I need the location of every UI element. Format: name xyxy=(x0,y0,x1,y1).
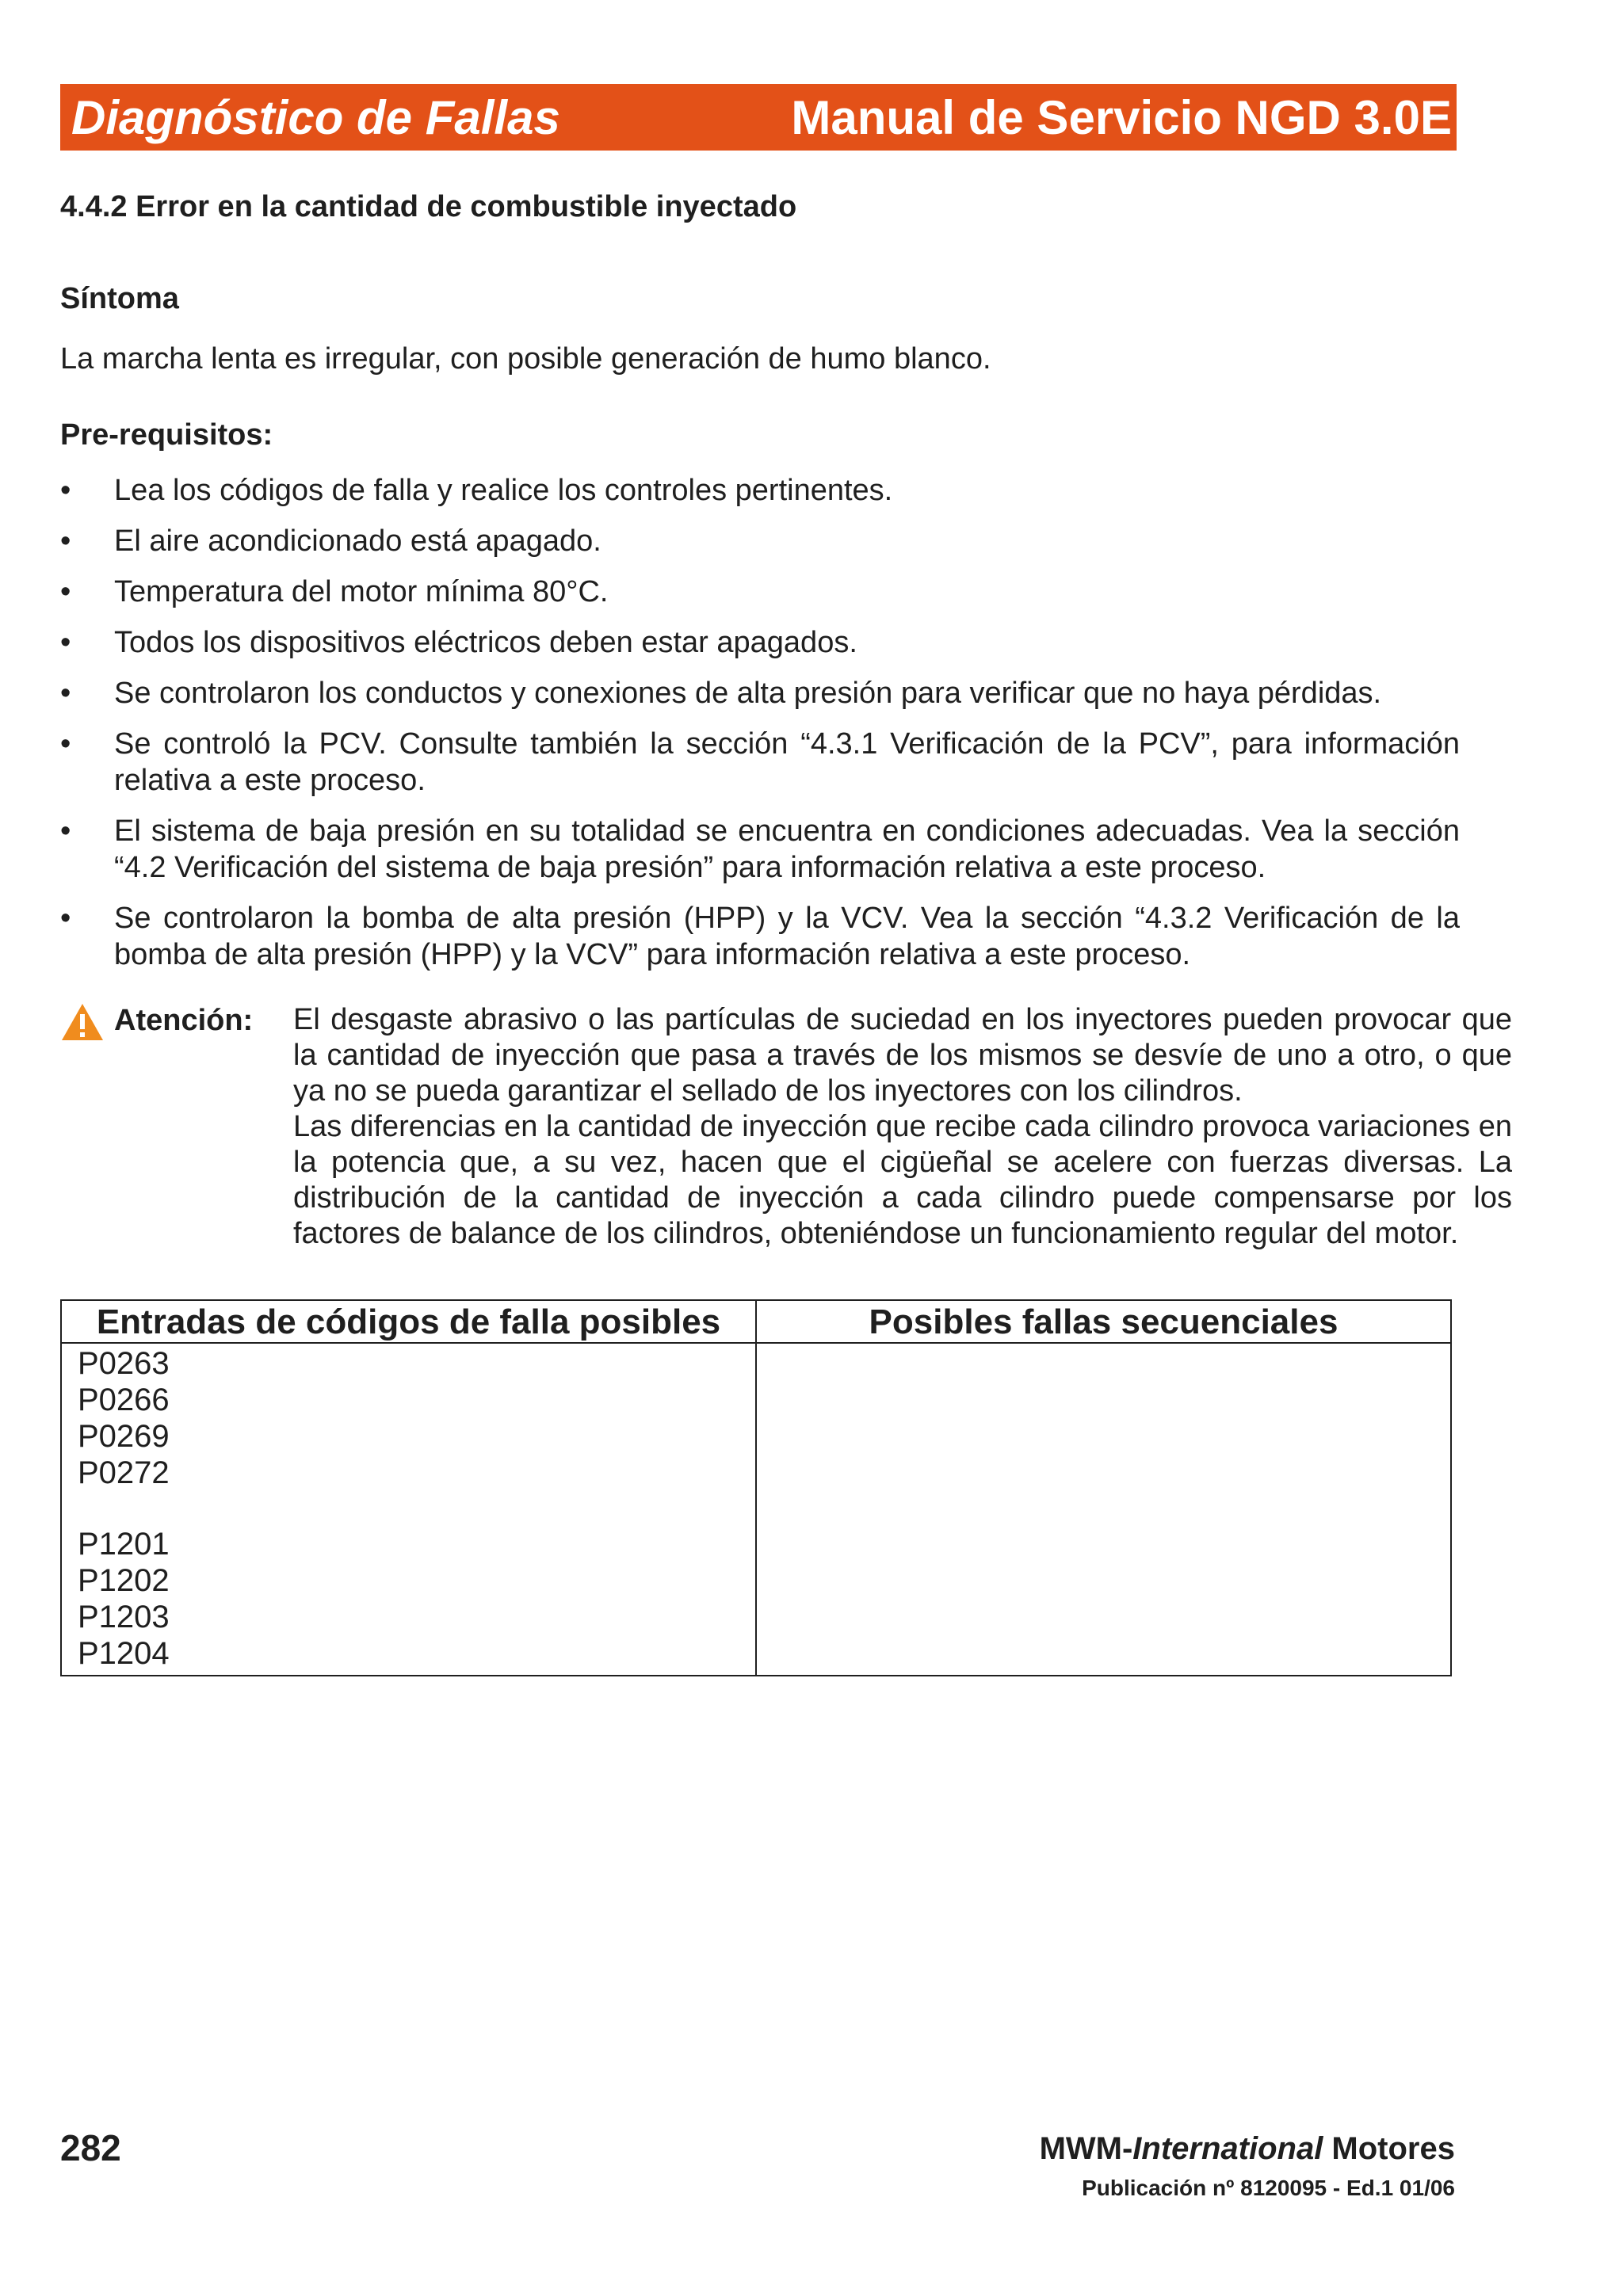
list-item-text: Se controlaron la bomba de alta presión (HPP) y la VCV. Vea la sección “4.3.2 Verificación de la bomba de alta presión (HPP) y la VCV” para información relativa a este proceso. xyxy=(114,902,1460,971)
list-item xyxy=(60,523,1460,559)
fault-code: P0272 xyxy=(78,1455,170,1490)
fault-code-table xyxy=(60,1299,1452,1676)
list-item-text: Todos los dispositivos eléctricos deben estar apagados. xyxy=(114,626,857,659)
symptom-text: La marcha lenta es irregular, con posible generación de humo blanco. xyxy=(60,342,991,376)
list-item xyxy=(60,624,1460,661)
list-item xyxy=(60,472,1460,509)
brand-italic: International xyxy=(1132,2131,1323,2166)
bullet-marker: • xyxy=(60,524,71,558)
list-item-text: El sistema de baja presión en su totalidad se encuentra en condiciones adecuadas. Vea la sección “4.2 Verificación del sistema de baja presión” para información relativa a este proceso. xyxy=(114,814,1460,884)
prerequisites-label: Pre-requisitos: xyxy=(60,418,273,452)
brand-prefix: MWM- xyxy=(1039,2131,1133,2166)
column-header-sequential-faults: Posibles fallas secuenciales xyxy=(756,1300,1451,1343)
warning-triangle-icon xyxy=(60,1002,105,1042)
list-item xyxy=(60,813,1460,886)
bullet-marker: • xyxy=(60,902,71,935)
bullet-marker: • xyxy=(60,474,71,507)
fault-code: P0266 xyxy=(78,1383,170,1417)
bullet-marker: • xyxy=(60,575,71,608)
fault-code: P1203 xyxy=(78,1600,170,1634)
sequential-faults-cell xyxy=(756,1343,1451,1676)
bullet-marker: • xyxy=(60,626,71,659)
footer-brand xyxy=(1040,2131,1455,2167)
prerequisites-list xyxy=(60,472,1460,987)
table-row xyxy=(61,1343,1451,1676)
brand-suffix: Motores xyxy=(1323,2131,1455,2166)
header-bar xyxy=(60,84,1457,151)
attention-text xyxy=(293,1002,1512,1252)
list-item-text: Lea los códigos de falla y realice los controles pertinentes. xyxy=(114,474,893,507)
publication-info: Publicación nº 8120095 - Ed.1 01/06 xyxy=(1082,2176,1455,2200)
list-item-text: El aire acondicionado está apagado. xyxy=(114,524,601,558)
bullet-marker: • xyxy=(60,727,71,761)
header-manual-title: Manual de Servicio NGD 3.0E xyxy=(791,90,1452,144)
attention-label: Atención: xyxy=(114,1004,254,1037)
header-section-title: Diagnóstico de Fallas xyxy=(71,90,560,144)
attention-paragraph: El desgaste abrasivo o las partículas de suciedad en los inyectores pueden provocar que la cantidad de inyección que pasa a través de los mismos se desvíe de uno a otro, o que ya no se pueda garantizar el sellado de los inyectores con los cilindros. xyxy=(293,1003,1512,1108)
section-title: 4.4.2 Error en la cantidad de combustible inyectado xyxy=(60,190,797,223)
fault-code: P0263 xyxy=(78,1346,170,1381)
list-item xyxy=(60,726,1460,799)
fault-code: P0269 xyxy=(78,1419,170,1454)
table-header-row xyxy=(61,1300,1451,1343)
list-item-text: Temperatura del motor mínima 80°C. xyxy=(114,575,609,608)
fault-code: P1201 xyxy=(78,1527,170,1562)
column-header-fault-codes: Entradas de códigos de falla posibles xyxy=(61,1300,756,1343)
list-item-text: Se controlaron los conductos y conexiones de alta presión para verificar que no haya pérdidas. xyxy=(114,677,1382,710)
list-item xyxy=(60,675,1460,711)
fault-code: P1202 xyxy=(78,1563,170,1598)
page-number: 282 xyxy=(60,2127,121,2168)
symptom-label: Síntoma xyxy=(60,282,179,315)
list-item-text: Se controló la PCV. Consulte también la sección “4.3.1 Verificación de la PCV”, para información relativa a este proceso. xyxy=(114,727,1460,797)
attention-paragraph: Las diferencias en la cantidad de inyección que recibe cada cilindro provoca variaciones en la potencia que, a su vez, hacen que el cigüeñal se acelere con fuerzas diversas. La distribución de la cantidad de inyección a cada cilindro puede compensarse por los factores de balance de los cilindros, obteniéndose un funcionamiento regular del motor. xyxy=(293,1110,1512,1250)
list-item xyxy=(60,900,1460,973)
fault-codes-cell xyxy=(61,1343,756,1676)
fault-code: P1204 xyxy=(78,1636,170,1671)
list-item xyxy=(60,574,1460,610)
bullet-marker: • xyxy=(60,677,71,710)
bullet-marker: • xyxy=(60,814,71,848)
